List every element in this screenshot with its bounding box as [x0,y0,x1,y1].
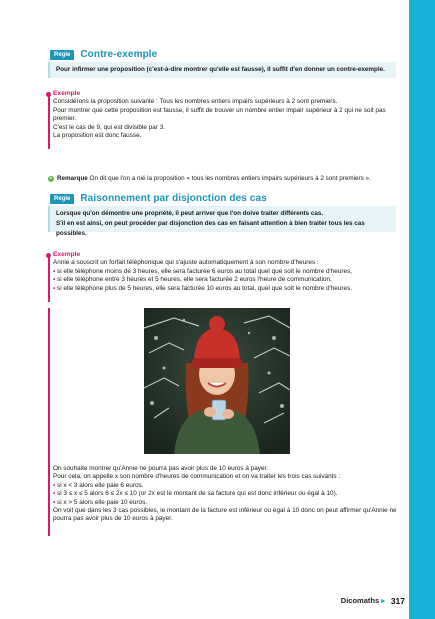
rule-line: S'il en est ainsi, on peut procéder par disjonction des cas en faisant attention à bien traiter tous les cas possibles. [56,220,365,237]
solution-line: Pour cela, on appelle x son nombre d'heures de communication et on va traiter les trois cas suivants : [53,473,341,481]
rule-title: Raisonnement par disjonction des cas [80,193,267,204]
side-color-bar [409,0,435,619]
play-arrow-icon [48,176,54,182]
page-number: 317 [390,596,405,606]
rule-badge: Règle [50,50,74,60]
rule-box-contre-exemple [48,62,396,78]
example-bullet-item: • si elle téléphone plus de 5 heures, elle sera facturée 10 euros au total, quel que soit le nombre d'heures. [53,284,353,292]
solution-conclusion: On voit que dans les 3 cas possibles, le montant de la facture est inférieur ou égal à 10 donc on peut affirmer qu'Annie ne pourra pas avoir plus de 10 euros à payer. [53,507,397,523]
photo-woman-smartphone-snow [144,308,290,454]
example-bullet-item: • si elle téléphone entre 3 heures et 5 heures, elle sera facturée 2 euros l'heure de communication, [53,276,332,284]
example-intro: Annie a souscrit un forfait téléphonique qui s'ajuste automatiquement à son nombre d'heures : [53,259,319,267]
rule-box-disjonction [48,206,396,237]
case-item: • si 3 ≤ x ≤ 5 alors 6 ≤ 2x ≤ 10 (or 2x est le montant de sa facture qui est donc inférieur ou égal à 10). [53,490,338,498]
rule-header-contre-exemple [50,49,157,60]
photo-illustration [144,308,290,454]
footer-brand: Dicomaths ▸ [340,596,385,605]
example-bullet-item: • si elle téléphone moins de 3 heures, elle sera facturée 6 euros au total quel que soit le nombre d'heures, [53,267,353,275]
rule-badge: Règle [50,194,74,204]
solution-line: On souhaite montrer qu'Annie ne pourra pas avoir plus de 10 euros à payer. [53,465,269,472]
rule-line: Lorsque qu'on démontre une propriété, il peut arriver que l'on doive traiter différents cas. [56,210,324,217]
example-disjonction [48,251,398,293]
example-line: Pour montrer que cette proposition est fausse, il suffit de trouver un nombre entier impair supérieur à 2 qui ne soit pas premier. [53,106,386,123]
remark-label: Remarque [57,175,88,182]
example-line: La proposition est donc fausse. [53,132,142,140]
remark [48,175,398,182]
example-contre-exemple [48,90,398,140]
case-item: • si x < 3 alors elle paie 6 euros. [53,481,144,489]
rule-header-disjonction [50,193,267,204]
example-label: Exemple [53,251,81,258]
case-item: • si x > 5 alors elle paie 10 euros. [53,498,148,506]
example-label: Exemple [53,90,81,97]
example-disjonction-solution [48,465,398,524]
example-line: Considérons la proposition suivante : Tous les nombres entiers impairs supérieurs à 2 sont premiers. [53,98,338,106]
rule-text: Pour infirmer une proposition (c'est-à-dire montrer qu'elle est fausse), il suffit d'en donner un contre-exemple. [56,66,385,73]
remark-text: On dit que l'on a nié la proposition « tous les nombres entiers impairs supérieurs à 2 sont premiers ». [89,175,371,182]
rule-title: Contre-exemple [80,49,158,60]
example-line: C'est le cas de 9, qui est divisible par 3. [53,123,166,131]
